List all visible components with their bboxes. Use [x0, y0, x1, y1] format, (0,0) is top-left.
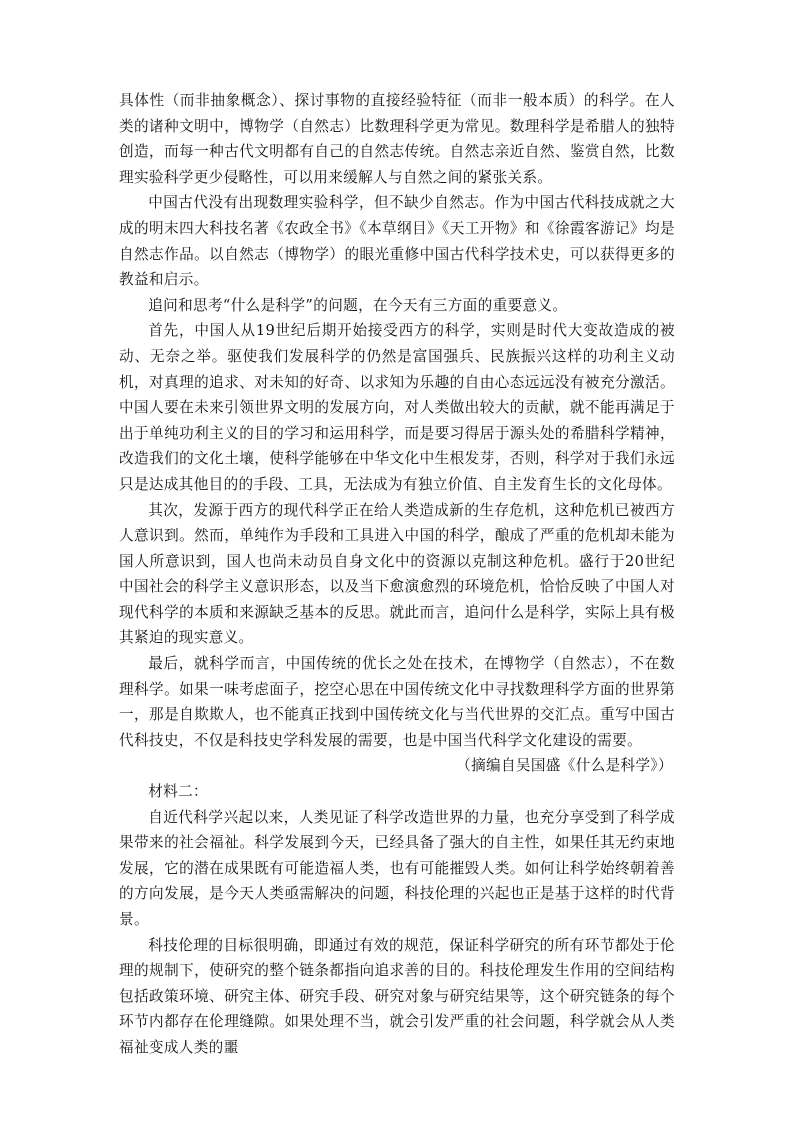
- paragraph: 其次，发源于西方的现代科学正在给人类造成新的生存危机，这种危机已被西方人意识到。然而，单纯作为手段和工具进入中国的科学，酿成了严重的危机却未能为国人所意识到，国人也尚未动员自身文化中的资源以克制这种危机。盛行于20世纪中国社会的科学主义意识形态，以及当下愈演愈烈的环境危机，恰恰反映了中国人对现代科学的本质和来源缺乏基本的反思。就此而言，追问什么是科学，实际上具有极其紧迫的现实意义。: [119, 501, 675, 647]
- paragraph: 中国古代没有出现数理实验科学，但不缺少自然志。作为中国古代科技成就之大成的明末四大科技名著《农政全书》《本草纲目》《天工开物》和《徐霞客游记》均是自然志作品。以自然志（博物学）的眼光重修中国古代科学技术史，可以获得更多的教益和启示。: [119, 194, 675, 289]
- paragraph: 最后，就科学而言，中国传统的优长之处在技术，在博物学（自然志），不在数理科学。如果一味考虑面子，挖空心思在中国传统文化中寻找数理科学方面的世界第一，那是自欺欺人，也不能真正找到中国传统文化与当代世界的交汇点。重写中国古代科技史，不仅是科技史学科发展的需要，也是中国当代科学文化建设的需要。: [119, 655, 675, 749]
- document-page: [119, 88, 675, 1061]
- section-heading: 材料二：: [148, 783, 208, 801]
- source-citation: （摘编自吴国盛《什么是科学》）: [456, 757, 673, 775]
- paragraph: 具体性（而非抽象概念）、探讨事物的直接经验特征（而非一般本质）的科学。在人类的诸种文明中，博物学（自然志）比数理科学更为常见。数理科学是希腊人的独特创造，而每一种古代文明都有自己的自然志传统。自然志亲近自然、鉴赏自然，比数理实验科学更少侵略性，可以用来缓解人与自然之间的紧张关系。: [119, 92, 675, 186]
- paragraph: 自近代科学兴起以来，人类见证了科学改造世界的力量，也充分享受到了科学成果带来的社会福祉。科学发展到今天，已经具备了强大的自主性，如果任其无约束地发展，它的潜在成果既有可能造福人类，也有可能摧毁人类。如何让科学始终朝着善的方向发展，是今天人类亟需解决的问题，科技伦理的兴起也正是基于这样的时代背景。: [119, 808, 675, 928]
- paragraph: 科技伦理的目标很明确，即通过有效的规范，保证科学研究的所有环节都处于伦理的规制下，使研究的整个链条都指向追求善的目的。科技伦理发生作用的空间结构包括政策环境、研究主体、研究手段、研究对象与研究结果等，这个研究链条的每个环节内都存在伦理缝隙。如果处理不当，就会引发严重的社会问题，科学就会从人类福祉变成人类的噩: [119, 936, 675, 1056]
- paragraph: 首先，中国人从19世纪后期开始接受西方的科学，实则是时代大变故造成的被动、无奈之举。驱使我们发展科学的仍然是富国强兵、民族振兴这样的功利主义动机，对真理的追求、对未知的好奇、以求知为乐趣的自由心态远远没有被充分激活。中国人要在未来引领世界文明的发展方向，对人类做出较大的贡献，就不能再满足于出于单纯功利主义的目的学习和运用科学，而是要习得居于源头处的希腊科学精神，改造我们的文化土壤，使科学能够在中华文化中生根发芽，否则，科学对于我们永远只是达成其他目的的手段、工具，无法成为有独立价值、自主发育生长的文化母体。: [119, 322, 675, 493]
- paragraph: 追问和思考“什么是科学”的问题，在今天有三方面的重要意义。: [148, 296, 568, 314]
